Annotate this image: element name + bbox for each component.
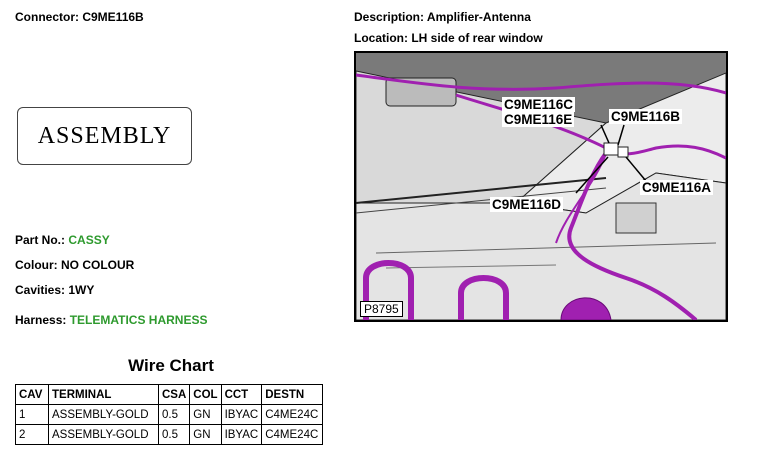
- connector-label: Connector:: [15, 10, 79, 24]
- callout-c9me116c: C9ME116C: [504, 97, 574, 112]
- part-no-line: [15, 233, 110, 247]
- part-no-link[interactable]: CASSY: [68, 233, 110, 247]
- cell-terminal: ASSEMBLY-GOLD: [49, 405, 159, 425]
- assembly-box: ASSEMBLY: [17, 107, 192, 165]
- description-value: Amplifier-Antenna: [426, 10, 531, 24]
- cavities-value: 1WY: [68, 283, 95, 297]
- location-line: [354, 31, 543, 45]
- colour-line: [15, 258, 134, 272]
- cell-cct: IBYAC: [221, 405, 262, 425]
- photo-id: P8795: [360, 301, 403, 317]
- header-cct: CCT: [221, 385, 262, 405]
- colour-value: NO COLOUR: [61, 258, 135, 272]
- cell-csa: 0.5: [159, 405, 190, 425]
- header-col: COL: [190, 385, 221, 405]
- location-photo: [354, 51, 728, 322]
- wire-chart-title: Wire Chart: [128, 356, 214, 375]
- callout-c9me116b: C9ME116B: [611, 109, 681, 124]
- callout-c9me116a: C9ME116A: [642, 180, 712, 195]
- cavities-line: [15, 283, 94, 297]
- table-row: [16, 425, 323, 445]
- description-line: [354, 10, 531, 24]
- connector-value: C9ME116B: [82, 10, 144, 24]
- table-row: [16, 405, 323, 425]
- location-label: Location:: [354, 31, 408, 45]
- connector-line: [15, 10, 144, 24]
- cell-terminal: ASSEMBLY-GOLD: [49, 425, 159, 445]
- cell-cav: 2: [16, 425, 49, 445]
- harness-label: Harness:: [15, 313, 67, 327]
- cell-cav: 1: [16, 405, 49, 425]
- header-cav: CAV: [16, 385, 49, 405]
- callout-c9me116e: C9ME116E: [504, 112, 573, 127]
- wire-chart-header-row: [16, 385, 323, 405]
- cell-csa: 0.5: [159, 425, 190, 445]
- callout-c9me116d: C9ME116D: [492, 197, 562, 212]
- harness-link[interactable]: TELEMATICS HARNESS: [69, 313, 208, 327]
- wire-chart-table: [15, 384, 323, 445]
- harness-line: [15, 313, 208, 327]
- part-no-label: Part No.:: [15, 233, 66, 247]
- cell-destn: C4ME24C: [262, 405, 323, 425]
- cell-col: GN: [190, 425, 221, 445]
- header-destn: DESTN: [262, 385, 323, 405]
- cavities-label: Cavities:: [15, 283, 66, 297]
- description-label: Description:: [354, 10, 425, 24]
- location-value: LH side of rear window: [411, 31, 543, 45]
- cell-destn: C4ME24C: [262, 425, 323, 445]
- header-csa: CSA: [159, 385, 190, 405]
- cell-cct: IBYAC: [221, 425, 262, 445]
- header-terminal: TERMINAL: [49, 385, 159, 405]
- colour-label: Colour:: [15, 258, 58, 272]
- cell-col: GN: [190, 405, 221, 425]
